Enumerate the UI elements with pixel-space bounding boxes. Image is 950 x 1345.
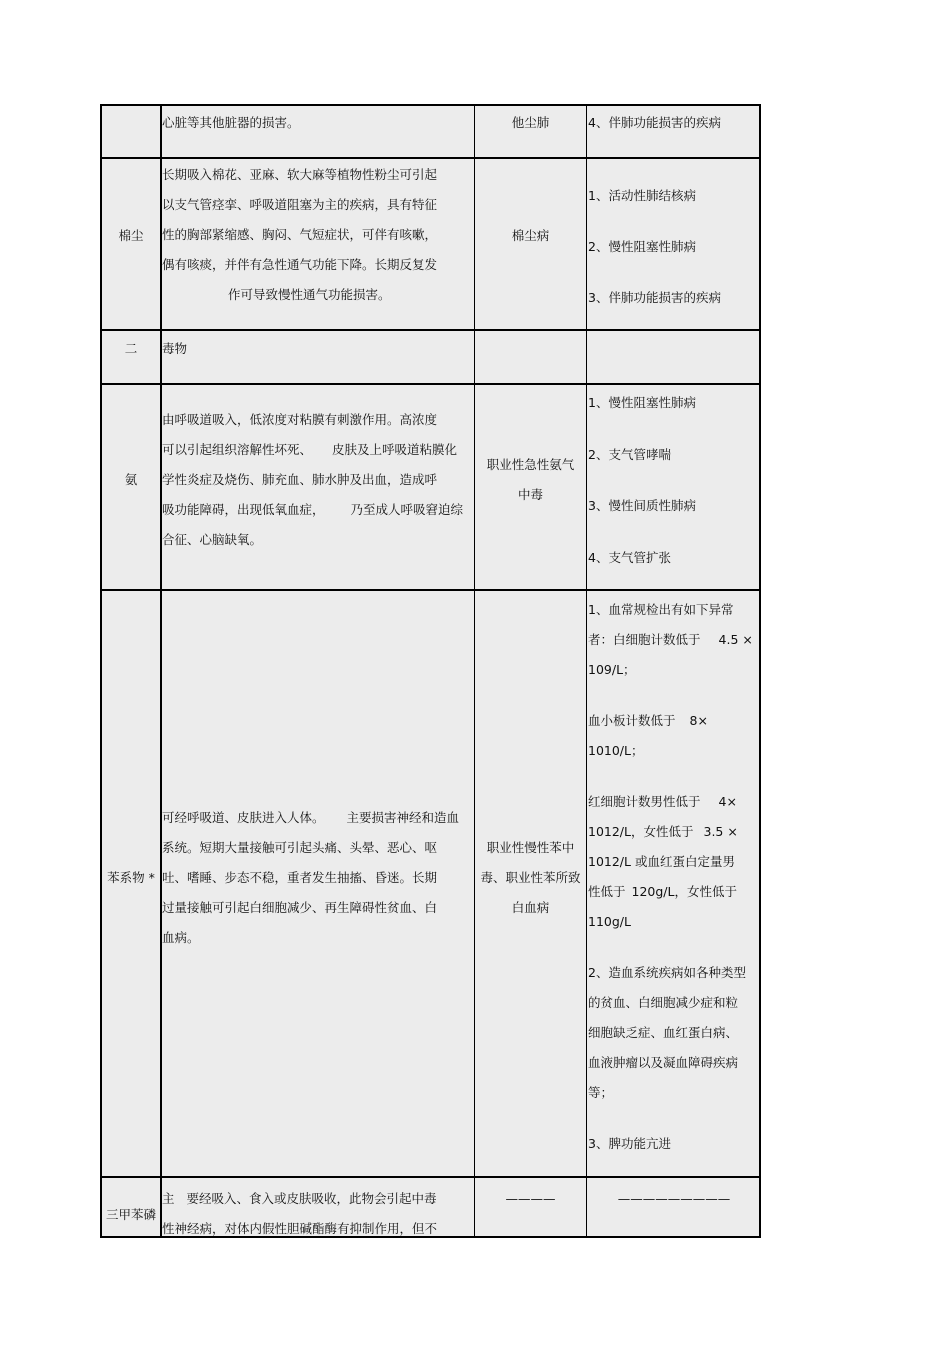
health-contraindication-table	[100, 104, 761, 1238]
table-row-disease	[475, 108, 586, 138]
disease-text: 职业性慢性苯中	[486, 840, 575, 855]
desc-line: 吐、嗜睡、步态不稳，重者发生抽搐、昏迷。长期	[162, 870, 438, 885]
substance-name: 棉尘	[118, 228, 144, 243]
condition-item: 红细胞计数男性低于	[588, 794, 701, 809]
row-divider	[102, 157, 759, 159]
condition-item: 4、支气管扩张	[588, 549, 671, 565]
table-row-desc	[162, 405, 472, 555]
condition-item: 2、支气管哮喘	[588, 446, 671, 462]
desc-line: 合征、心脑缺氧。	[162, 532, 263, 547]
desc-line: 吸功能障碍，出现低氧血症，	[162, 502, 325, 517]
section-number	[102, 334, 160, 364]
desc-line: 血病。	[162, 930, 200, 945]
table-row-desc	[162, 160, 472, 310]
condition-item: 细胞缺乏症、血红蛋白病、	[588, 1025, 739, 1040]
condition-item: 3、慢性间质性肺病	[588, 498, 696, 513]
table-row-disease	[475, 450, 586, 510]
column-divider	[586, 106, 587, 1236]
desc-line: 可以引起组织溶解性坏死、	[162, 442, 313, 457]
disease-text: 毒、职业性苯所致	[480, 870, 581, 885]
section-number-text: 二	[124, 341, 138, 356]
table-row-name	[102, 1200, 160, 1230]
desc-line: 心脏等其他脏器的损害。	[162, 115, 300, 130]
condition-item: 1、血常规检出有如下异常	[588, 602, 734, 617]
table-row-disease	[475, 1184, 586, 1214]
row-divider	[102, 1176, 759, 1178]
condition-item: 2、慢性阻塞性肺病	[588, 239, 696, 254]
desc-line: 学性炎症及烧伤、肺充血、肺水肿及出血，造成呼	[162, 472, 438, 487]
disease-text: ————	[505, 1191, 556, 1206]
condition-value: 3.5 ×	[703, 824, 738, 839]
condition-item: 性低于	[588, 884, 626, 899]
desc-line: 性的胸部紧缩感、胸闷、气短症状，可伴有咳嗽，	[162, 227, 438, 242]
section-title-text: 毒物	[162, 341, 188, 356]
disease-text: 棉尘病	[511, 228, 550, 243]
table-row-desc	[162, 803, 472, 953]
disease-text: 他尘肺	[511, 115, 550, 130]
condition-item: 1、活动性肺结核病	[588, 188, 696, 203]
table-row-name	[102, 863, 160, 893]
condition-item: 2、造血系统疾病如各种类型	[588, 965, 746, 980]
table-row-name	[102, 465, 160, 495]
desc-line: 偶有咳痰，并伴有急性通气功能下降。长期反复发	[162, 257, 438, 272]
condition-item: 1、慢性阻塞性肺病	[588, 395, 696, 410]
condition-item: 1010/L；	[588, 743, 644, 758]
condition-value: 120g/L，女性低于	[631, 884, 737, 899]
table-row-conditions	[588, 595, 760, 1159]
desc-line: 皮肤及上呼吸道粘膜化	[332, 442, 458, 457]
condition-item: 4、伴肺功能损害的疾病	[588, 115, 721, 130]
table-row-conditions	[588, 1184, 760, 1214]
desc-line: 系统。短期大量接触可引起头痛、头晕、恶心、呕	[162, 840, 438, 855]
desc-line: 可经呼吸道、皮肤进入人体。	[162, 810, 325, 825]
table-row-conditions	[588, 108, 760, 138]
condition-item: 109/L；	[588, 662, 636, 677]
column-divider	[474, 106, 475, 1236]
condition-item: 1012/L 或血红蛋白定量男	[588, 854, 735, 869]
condition-item: 血小板计数低于	[588, 713, 676, 728]
condition-item: 等；	[588, 1085, 614, 1100]
desc-line: 乃至成人呼吸窘迫综	[350, 502, 464, 517]
desc-line: 要经吸入、食入或皮肤吸收，此物会引起中毒	[186, 1191, 437, 1206]
condition-item: 3、脾功能亢进	[588, 1136, 671, 1151]
table-row-disease	[475, 833, 586, 923]
table-row-desc	[162, 1184, 472, 1244]
desc-line: 主要损害神经和造血	[346, 810, 460, 825]
condition-item: 的贫血、白细胞减少症和粒	[588, 995, 739, 1010]
disease-text: 职业性急性氨气	[486, 457, 575, 472]
desc-line: 作可导致慢性通气功能损害。	[228, 287, 391, 302]
section-title	[162, 334, 462, 364]
table-row-name	[102, 221, 160, 251]
condition-item: 者：白细胞计数低于	[588, 632, 701, 647]
disease-text: 中毒	[517, 487, 543, 502]
condition-value: 4.5 ×	[718, 632, 753, 647]
table-row-disease	[475, 221, 586, 251]
desc-line: 性神经病，对体内假性胆碱酯酶有抑制作用，但不	[162, 1221, 438, 1236]
desc-line: 长期吸入棉花、亚麻、软大麻等植物性粉尘可引起	[162, 167, 438, 182]
condition-item: 3、伴肺功能损害的疾病	[588, 290, 721, 305]
condition-item: 血液肿瘤以及凝血障碍疾病	[588, 1055, 739, 1070]
condition-item: —————————	[617, 1191, 731, 1206]
condition-item: 110g/L	[588, 914, 631, 929]
desc-line: 以支气管痉挛、呼吸道阻塞为主的疾病，具有特征	[162, 197, 438, 212]
desc-line: 主	[162, 1191, 175, 1206]
desc-line: 过量接触可引起白细胞减少、再生障碍性贫血、白	[162, 900, 438, 915]
table-row-desc	[162, 108, 472, 138]
row-divider	[102, 329, 759, 331]
row-divider	[102, 589, 759, 591]
table-row-conditions	[588, 377, 760, 583]
desc-line: 由呼吸道吸入，低浓度对粘膜有刺激作用。高浓度	[162, 412, 438, 427]
condition-item: 1012/L，女性低于	[588, 824, 694, 839]
table-row-conditions	[588, 170, 760, 323]
substance-name: 氨	[124, 472, 138, 487]
condition-value: 8×	[689, 713, 708, 728]
disease-text: 白血病	[511, 900, 550, 915]
condition-value: 4×	[718, 794, 737, 809]
substance-name: 三甲苯磷	[105, 1207, 156, 1222]
substance-name: 苯系物 *	[107, 870, 155, 885]
